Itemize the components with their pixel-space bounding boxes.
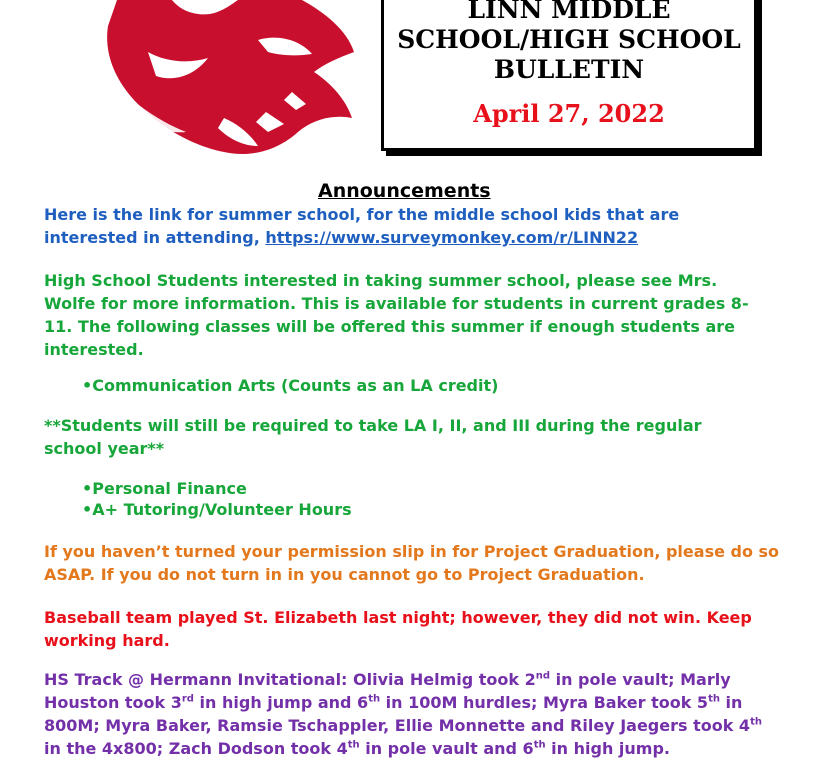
track-text: in 800M; Myra Baker, Ramsie Tschappler, Ellie Monnette and Riley Jaegers took 4: [44, 693, 751, 735]
bulletin-title-line3: BULLETIN: [493, 55, 645, 84]
track-text: in 100M hurdles; Myra Baker took 5: [380, 693, 709, 712]
summer-school-link[interactable]: https://www.surveymonkey.com/r/LINN22: [265, 228, 639, 247]
track-ordinal: th: [347, 739, 360, 751]
track-ordinal: nd: [535, 670, 551, 682]
track-ordinal: th: [750, 716, 762, 728]
summer-school-text: Here is the link for summer school, for the middle school kids that are interested in attending,: [44, 205, 680, 247]
announcements-heading: Announcements: [318, 180, 491, 202]
bulletin-title-line1: LINN MIDDLE: [467, 0, 671, 24]
class-item-communication-arts: •Communication Arts (Counts as an LA credit): [82, 376, 499, 395]
hs-summer-school-paragraph: High School Students interested in taking summer school, please see Mrs. Wolfe for more information. This is available for students in current grades 8-11. The following classes will be offered this summer if enough students are interested.: [44, 271, 749, 359]
track-ordinal: rd: [181, 693, 194, 705]
class-item-personal-finance: •Personal Finance: [82, 479, 247, 498]
class-label: A+ Tutoring/Volunteer Hours: [92, 500, 352, 519]
summer-school-link-paragraph: [44, 203, 704, 249]
track-text: in the 4x800; Zach Dodson took 4: [44, 739, 348, 758]
wildcat-logo: [62, 0, 362, 160]
project-graduation-paragraph: If you haven’t turned your permission slip in for Project Graduation, please do so ASAP. If you do not turn in in you cannot go to Project Graduation.: [44, 542, 780, 584]
baseball-paragraph: Baseball team played St. Elizabeth last night; however, they did not win. Keep working hard.: [44, 608, 752, 650]
track-ordinal: th: [533, 739, 546, 751]
bulletin-title-box: [381, 0, 757, 151]
class-item-tutoring: •A+ Tutoring/Volunteer Hours: [82, 500, 352, 519]
class-label: Personal Finance: [92, 479, 247, 498]
track-text: in pole vault; Marly Houston took 3: [44, 670, 731, 712]
track-text: in pole vault and 6: [359, 739, 534, 758]
bulletin-title-line2: SCHOOL/HIGH SCHOOL: [397, 25, 741, 54]
la-requirement-note: **Students will still be required to take LA I, II, and III during the regular school year**: [44, 416, 702, 458]
bulletin-date: April 27, 2022: [473, 99, 665, 128]
track-results-paragraph: [44, 668, 764, 760]
track-ordinal: th: [708, 693, 720, 705]
track-text: HS Track @ Hermann Invitational: Olivia Helmig took 2: [44, 670, 536, 689]
track-ordinal: th: [368, 693, 381, 705]
track-text: in high jump and 6: [193, 693, 369, 712]
track-text: in high jump.: [545, 739, 670, 758]
class-label: Communication Arts (Counts as an LA credit): [92, 376, 499, 395]
